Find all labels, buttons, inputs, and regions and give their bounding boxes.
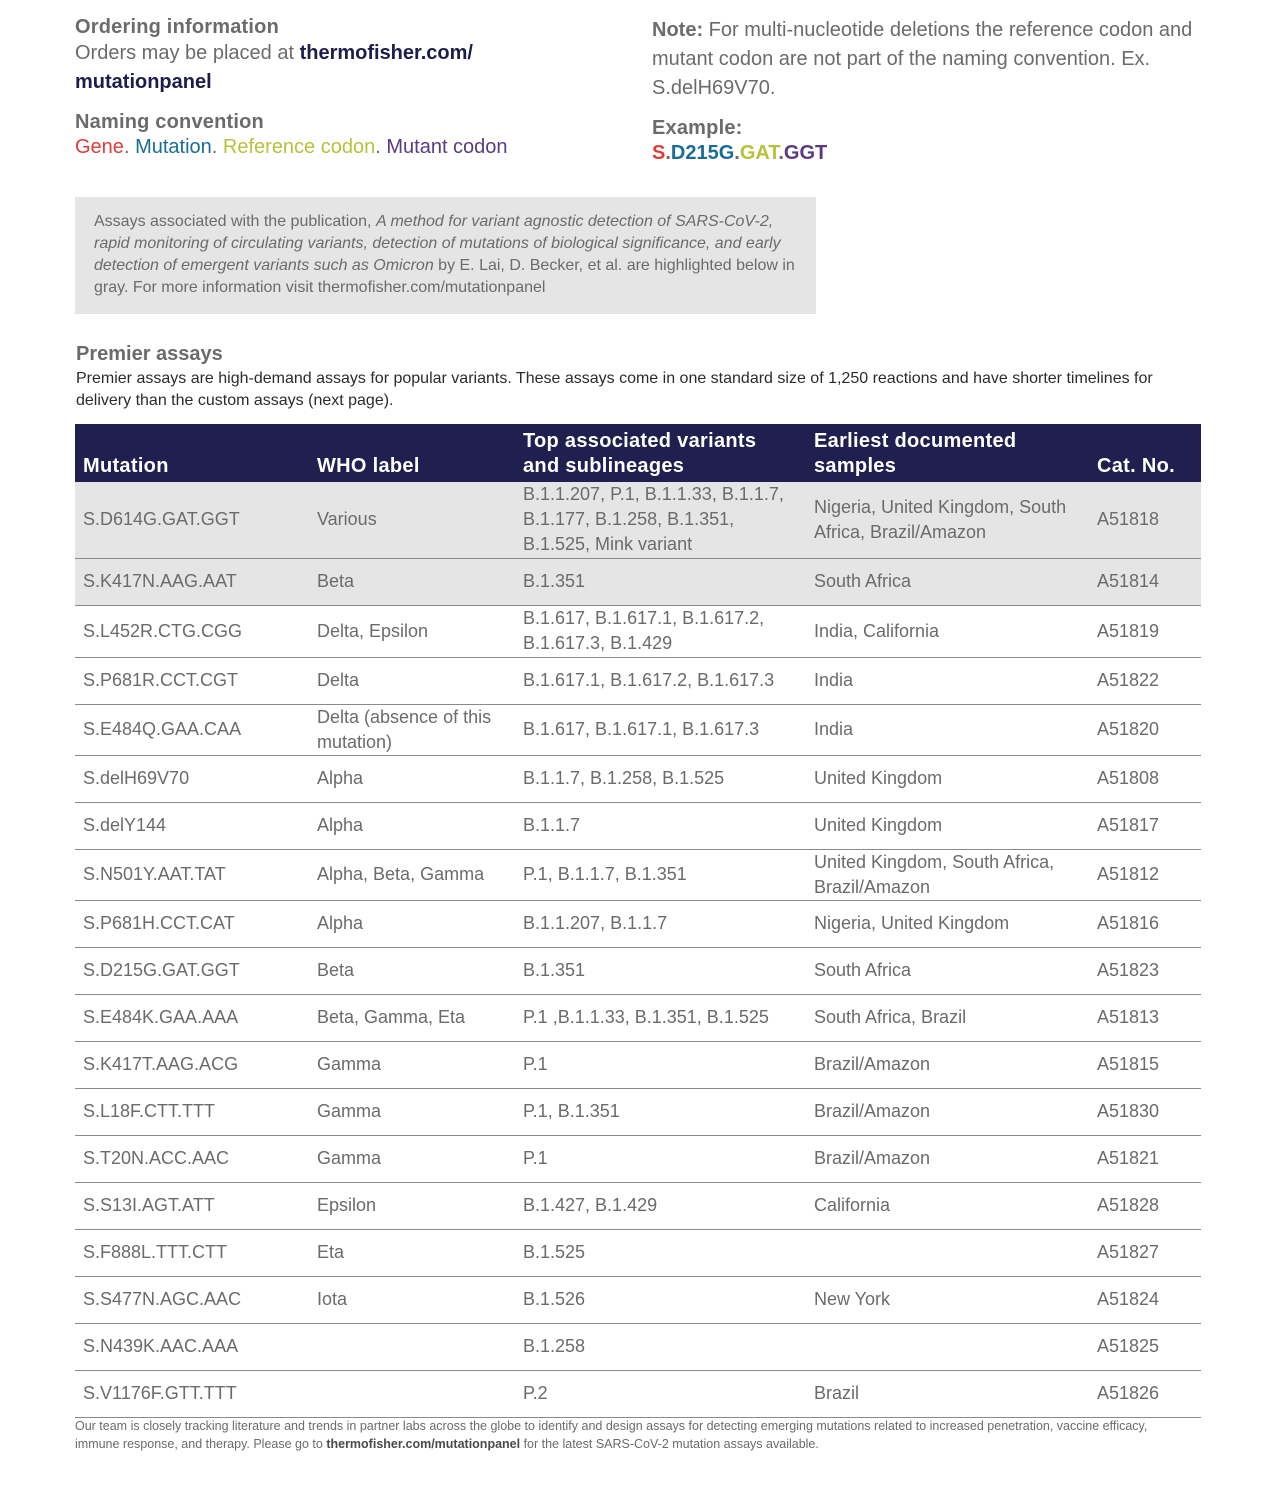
mutation-cell: S.L452R.CTG.CGG <box>75 605 309 657</box>
naming-convention <box>75 136 635 159</box>
mutation-cell: S.P681H.CCT.CAT <box>75 900 309 947</box>
who-label-cell <box>309 1370 515 1417</box>
variants-cell: B.1.1.207, B.1.1.7 <box>515 900 806 947</box>
table-row <box>75 1088 1201 1135</box>
table-header-row <box>75 424 1201 482</box>
ordering-text <box>75 39 635 97</box>
note-text <box>652 16 1200 103</box>
mutation-cell: S.N501Y.AAT.TAT <box>75 849 309 900</box>
mutation-cell: S.delH69V70 <box>75 755 309 802</box>
footer-text-2: for the latest SARS-CoV-2 mutation assays available. <box>520 1437 819 1451</box>
table-row <box>75 1276 1201 1323</box>
example-gene: S <box>652 142 666 164</box>
table-row <box>75 849 1201 900</box>
variants-cell: B.1.526 <box>515 1276 806 1323</box>
naming-dot: . <box>211 136 218 158</box>
naming-dot: . <box>375 136 381 158</box>
samples-cell: India, California <box>806 605 1089 657</box>
example-mutation: D215G <box>670 142 735 164</box>
samples-cell: Brazil/Amazon <box>806 1088 1089 1135</box>
publication-prefix: Assays associated with the publication, <box>94 213 376 230</box>
example-dot: . <box>665 142 671 164</box>
cat-no-cell: A51814 <box>1089 558 1201 605</box>
naming-reference: Reference codon <box>222 136 376 158</box>
variants-cell: B.1.617.1, B.1.617.2, B.1.617.3 <box>515 657 806 704</box>
samples-cell: India <box>806 704 1089 755</box>
note-label: Note: <box>652 19 704 41</box>
mutation-cell: S.N439K.AAC.AAA <box>75 1323 309 1370</box>
who-label-cell: Beta <box>309 558 515 605</box>
naming-mutation: Mutation <box>135 136 212 158</box>
ordering-heading: Ordering information <box>75 16 279 38</box>
ordering-intro: Orders may be placed at <box>75 42 300 64</box>
footer-link[interactable]: thermofisher.com/mutationpanel <box>326 1437 521 1451</box>
header-mutation: Mutation <box>75 424 309 482</box>
mutation-cell: S.T20N.ACC.AAC <box>75 1135 309 1182</box>
header-cat-no: Cat. No. <box>1089 424 1201 482</box>
variants-cell: B.1.525 <box>515 1229 806 1276</box>
mutation-cell: S.E484Q.GAA.CAA <box>75 704 309 755</box>
variants-cell: B.1.351 <box>515 947 806 994</box>
who-label-cell: Delta <box>309 657 515 704</box>
variants-cell: B.1.1.7, B.1.258, B.1.525 <box>515 755 806 802</box>
premier-description: Premier assays are high-demand assays for popular variants. These assays come in one standard size of 1,250 reactions and have shorter timelines for delivery than the custom assays (next page). <box>76 370 1153 409</box>
mutation-cell: S.P681R.CCT.CGT <box>75 657 309 704</box>
table-row <box>75 994 1201 1041</box>
samples-cell: New York <box>806 1276 1089 1323</box>
cat-no-cell: A51826 <box>1089 1370 1201 1417</box>
who-label-cell: Eta <box>309 1229 515 1276</box>
cat-no-cell: A51813 <box>1089 994 1201 1041</box>
samples-cell <box>806 1229 1089 1276</box>
samples-cell: Nigeria, United Kingdom <box>806 900 1089 947</box>
variants-cell: B.1.1.207, P.1, B.1.1.33, B.1.1.7, B.1.177, B.1.258, B.1.351, B.1.525, Mink variant <box>515 482 806 558</box>
who-label-cell: Epsilon <box>309 1182 515 1229</box>
header-variants: Top associated variants and sublineages <box>515 424 806 482</box>
note-body: For multi-nucleotide deletions the reference codon and mutant codon are not part of the naming convention. Ex. S.delH69V70. <box>652 19 1193 99</box>
mutation-cell: S.F888L.TTT.CTT <box>75 1229 309 1276</box>
mutation-cell: S.E484K.GAA.AAA <box>75 994 309 1041</box>
mutation-cell: S.V1176F.GTT.TTT <box>75 1370 309 1417</box>
cat-no-cell: A51824 <box>1089 1276 1201 1323</box>
who-label-cell: Delta (absence of this mutation) <box>309 704 515 755</box>
samples-cell <box>806 1323 1089 1370</box>
samples-cell: South Africa <box>806 558 1089 605</box>
variants-cell: B.1.258 <box>515 1323 806 1370</box>
who-label-cell: Various <box>309 482 515 558</box>
cat-no-cell: A51812 <box>1089 849 1201 900</box>
variants-cell: P.1, B.1.351 <box>515 1088 806 1135</box>
who-label-cell: Beta <box>309 947 515 994</box>
cat-no-cell: A51818 <box>1089 482 1201 558</box>
samples-cell: California <box>806 1182 1089 1229</box>
who-label-cell: Alpha, Beta, Gamma <box>309 849 515 900</box>
note-column <box>652 16 1200 165</box>
cat-no-cell: A51817 <box>1089 802 1201 849</box>
samples-cell: South Africa, Brazil <box>806 994 1089 1041</box>
who-label-cell: Gamma <box>309 1041 515 1088</box>
cat-no-cell: A51827 <box>1089 1229 1201 1276</box>
example-code <box>652 142 1200 165</box>
header-samples: Earliest documented samples <box>806 424 1089 482</box>
assays-table <box>75 424 1201 1418</box>
example-reference: GAT <box>739 142 779 164</box>
footer-text-1: Our team is closely tracking literature and trends in partner labs across the globe to identify and design assays for detecting emerging mutations related to increased penetration, vaccine efficacy, immune response, and therapy. Please go to <box>75 1419 1148 1451</box>
who-label-cell: Alpha <box>309 802 515 849</box>
variants-cell: B.1.617, B.1.617.1, B.1.617.3 <box>515 704 806 755</box>
example-dot: . <box>734 142 740 164</box>
table-row <box>75 605 1201 657</box>
samples-cell: United Kingdom <box>806 755 1089 802</box>
mutation-cell: S.S13I.AGT.ATT <box>75 1182 309 1229</box>
samples-cell: Brazil/Amazon <box>806 1135 1089 1182</box>
naming-heading: Naming convention <box>75 111 264 133</box>
table-row <box>75 947 1201 994</box>
table-row <box>75 802 1201 849</box>
samples-cell: United Kingdom, South Africa, Brazil/Amazon <box>806 849 1089 900</box>
cat-no-cell: A51820 <box>1089 704 1201 755</box>
samples-cell: Brazil <box>806 1370 1089 1417</box>
cat-no-cell: A51821 <box>1089 1135 1201 1182</box>
header-who-label: WHO label <box>309 424 515 482</box>
table-row <box>75 482 1201 558</box>
cat-no-cell: A51808 <box>1089 755 1201 802</box>
publication-suffix: by E. Lai, D. Becker, et al. are highlighted below in gray. For more information visit thermofisher.com/mutationpanel <box>94 257 795 296</box>
variants-cell: B.1.617, B.1.617.1, B.1.617.2, B.1.617.3, B.1.429 <box>515 605 806 657</box>
example-mutant: GGT <box>783 142 828 164</box>
samples-cell: United Kingdom <box>806 802 1089 849</box>
variants-cell: B.1.1.7 <box>515 802 806 849</box>
cat-no-cell: A51815 <box>1089 1041 1201 1088</box>
samples-cell: India <box>806 657 1089 704</box>
cat-no-cell: A51828 <box>1089 1182 1201 1229</box>
table-row <box>75 900 1201 947</box>
mutation-cell: S.D614G.GAT.GGT <box>75 482 309 558</box>
mutation-cell: S.L18F.CTT.TTT <box>75 1088 309 1135</box>
samples-cell: South Africa <box>806 947 1089 994</box>
naming-dot: . <box>123 136 130 158</box>
cat-no-cell: A51830 <box>1089 1088 1201 1135</box>
ordering-link-part1[interactable]: thermofisher.com/ <box>299 42 473 64</box>
ordering-column <box>75 16 635 159</box>
who-label-cell: Alpha <box>309 755 515 802</box>
samples-cell: Brazil/Amazon <box>806 1041 1089 1088</box>
naming-gene: Gene <box>75 136 124 158</box>
who-label-cell: Gamma <box>309 1088 515 1135</box>
table-row <box>75 558 1201 605</box>
example-dot: . <box>778 142 784 164</box>
naming-mutant: Mutant codon <box>386 136 508 158</box>
who-label-cell: Alpha <box>309 900 515 947</box>
table-row <box>75 1229 1201 1276</box>
variants-cell: P.2 <box>515 1370 806 1417</box>
who-label-cell: Delta, Epsilon <box>309 605 515 657</box>
who-label-cell: Iota <box>309 1276 515 1323</box>
mutation-cell: S.S477N.AGC.AAC <box>75 1276 309 1323</box>
table-row <box>75 1323 1201 1370</box>
mutation-cell: S.K417N.AAG.AAT <box>75 558 309 605</box>
cat-no-cell: A51823 <box>1089 947 1201 994</box>
variants-cell: B.1.427, B.1.429 <box>515 1182 806 1229</box>
variants-cell: P.1 <box>515 1135 806 1182</box>
who-label-cell <box>309 1323 515 1370</box>
variants-cell: P.1, B.1.1.7, B.1.351 <box>515 849 806 900</box>
samples-cell: Nigeria, United Kingdom, South Africa, Brazil/Amazon <box>806 482 1089 558</box>
variants-cell: P.1 ,B.1.1.33, B.1.351, B.1.525 <box>515 994 806 1041</box>
who-label-cell: Beta, Gamma, Eta <box>309 994 515 1041</box>
cat-no-cell: A51825 <box>1089 1323 1201 1370</box>
publication-note-box <box>75 197 816 314</box>
table-row <box>75 1182 1201 1229</box>
publication-title: A method for variant agnostic detection of SARS-CoV-2, rapid monitoring of circulating variants, detection of mutations of biological significance, and early detection of emergent variants such as Omicron <box>94 213 781 274</box>
table-row <box>75 704 1201 755</box>
variants-cell: B.1.351 <box>515 558 806 605</box>
table-row <box>75 1135 1201 1182</box>
footer-note <box>75 1417 1175 1453</box>
mutation-cell: S.delY144 <box>75 802 309 849</box>
table-body <box>75 482 1201 1417</box>
mutation-cell: S.D215G.GAT.GGT <box>75 947 309 994</box>
table-row <box>75 657 1201 704</box>
example-heading: Example: <box>652 117 743 139</box>
table-row <box>75 755 1201 802</box>
who-label-cell: Gamma <box>309 1135 515 1182</box>
cat-no-cell: A51816 <box>1089 900 1201 947</box>
table-row <box>75 1041 1201 1088</box>
variants-cell: P.1 <box>515 1041 806 1088</box>
cat-no-cell: A51822 <box>1089 657 1201 704</box>
cat-no-cell: A51819 <box>1089 605 1201 657</box>
ordering-link-part2[interactable]: mutationpanel <box>75 71 212 93</box>
mutation-cell: S.K417T.AAG.ACG <box>75 1041 309 1088</box>
premier-title: Premier assays <box>76 343 223 365</box>
table-row <box>75 1370 1201 1417</box>
